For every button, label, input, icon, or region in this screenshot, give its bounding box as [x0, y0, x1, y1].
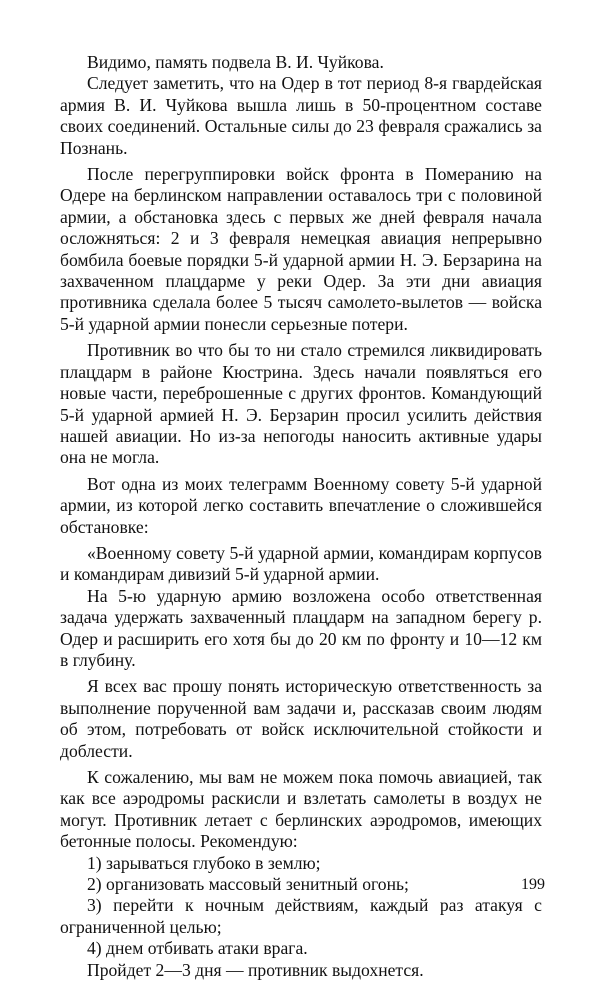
list-item: 2) организовать массовый зенитный огонь; — [87, 874, 409, 895]
paragraph: Видимо, память подвела В. И. Чуйкова. — [87, 52, 384, 72]
paragraph: После перегруппировки войск фронта в Померанию на Одере на берлинском направлении оставалось три с половиной армии, а обстановка здесь с первых же дней февраля начала осложняться: 2 и 3 февраля немецкая авиация непрерывно бомбила боевые порядки 5-й ударной армии Н. Э. Берзарина на захваченном плацдарме у реки Одер. За эти дни авиация противника сделала более 5 тысяч самолето-вылетов — войска 5-й ударной армии понесли серьезные потери. — [60, 164, 542, 334]
list-item: 1) зарываться глубоко в землю; — [87, 852, 321, 873]
list-item: 4) днем отбивать атаки врага. — [87, 938, 308, 959]
paragraph: Пройдет 2—3 дня — противник выдохнется. — [87, 959, 424, 980]
paragraph: Противник во что бы то ни стало стремился ликвидировать плацдарм в районе Кюстрина. Здесь начали появляться его новые части, переброшенные с других фронтов. Командующий 5-й ударной армией Н. Э. Берзарин просил усилить действия нашей авиации. Но из-за непогоды наносить активные удары она не могла. — [60, 340, 542, 468]
paragraph: Вот одна из моих телеграмм Военному совету 5-й ударной армии, из которой легко составить впечатление о сложившейся обстановке: — [60, 473, 542, 537]
paragraph: На 5-ю ударную армию возложена особо ответственная задача удержать захваченный плацдарм на западном берегу р. Одер и расширить его хотя бы до 20 км по фронту и 10—12 км в глубину. — [60, 585, 542, 670]
paragraph: Следует заметить, что на Одер в тот период 8-я гвардейская армия В. И. Чуйкова вышла лишь в 50-процентном составе своих соединений. Остальные силы до 23 февраля сражались за Познань. — [60, 73, 542, 158]
page-number: 199 — [521, 876, 545, 893]
telegram-address: «Военному совету 5-й ударной армии, командирам корпусов и командирам дивизий 5-й ударной армии. — [60, 542, 542, 585]
list-item: 3) перейти к ночным действиям, каждый раз атакуя с ограниченной целью; — [60, 895, 542, 937]
paragraph: Я всех вас прошу понять историческую ответственность за выполнение порученной вам задачи и, рассказав своим людям об этом, потребовать от войск исключительной стойкости и доблести. — [60, 676, 542, 761]
page-text — [60, 52, 542, 981]
paragraph: К сожалению, мы вам не можем пока помочь авиацией, так как все аэродромы раскисли и взлетать самолеты в воздух не могут. Противник летает с берлинских аэродромов, имеющих бетонные полосы. Рекомендую: — [60, 767, 542, 852]
